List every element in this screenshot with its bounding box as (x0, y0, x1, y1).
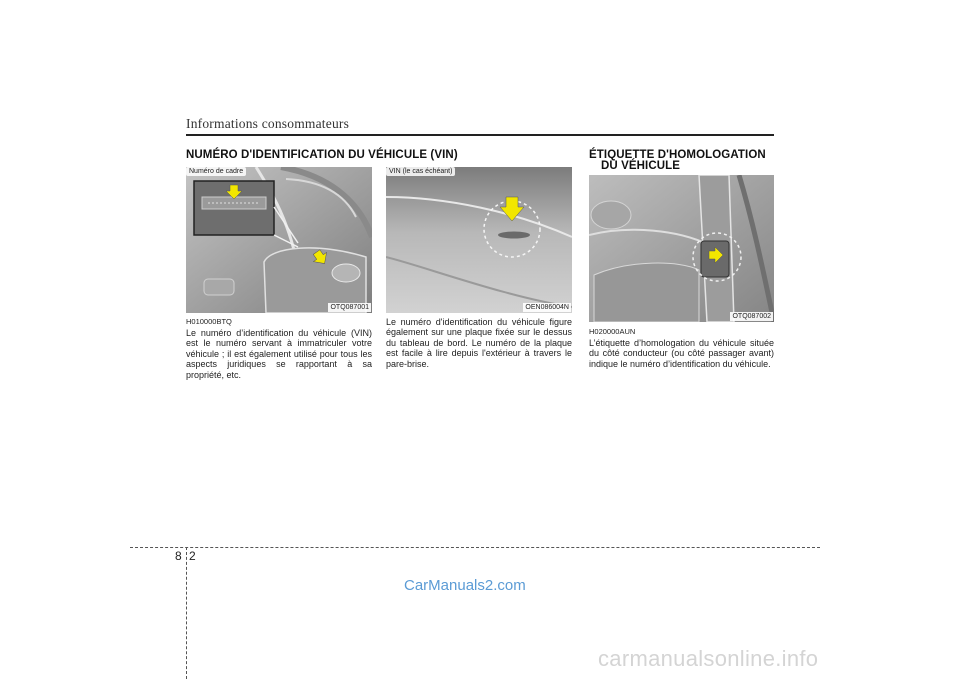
section-title-homologation (589, 150, 779, 172)
chapter-number: 8 (175, 549, 182, 563)
section-title-line: DU VÉHICULE (601, 160, 681, 172)
footer-site-link[interactable]: carmanualsonline.info (598, 646, 819, 671)
section-body-text: Le numéro d'identification du véhicule figure également sur une plaque fixée sur le dessus du tableau de bord. Le numéro de la plaque est facile à lire depuis l'extérieur à travers le pare-brise. (386, 317, 572, 369)
photo-code: OTQ087001 (330, 304, 369, 311)
door-pillar-illustration (589, 175, 774, 322)
photo-label: VIN (le cas échéant) (386, 167, 455, 176)
page-number: 2 (189, 549, 196, 563)
photo-code: OTQ087002 (732, 313, 771, 320)
watermark-link[interactable]: CarManuals2.com (404, 577, 526, 594)
car-door-illustration (186, 167, 372, 313)
reference-code: H010000BTQ (186, 317, 232, 326)
reference-code: H020000AUN (589, 327, 636, 336)
photo-code: OEN086004N (525, 304, 569, 311)
section-title-vin: NUMÉRO D'IDENTIFICATION DU VÉHICULE (VIN) (186, 149, 458, 161)
photo-vin-plate (386, 167, 572, 313)
photo-homologation-label (589, 175, 774, 322)
footer-dashed-divider (186, 547, 187, 679)
photo-label: Numéro de cadre (186, 167, 246, 176)
footer-dashed-rule (130, 547, 820, 548)
photo-frame-number (186, 167, 372, 313)
header-rule (186, 134, 774, 136)
section-body-text: Le numéro d’identification du véhicule (VIN) est le numéro servant à immatriculer votre véhicule ; il est également utilisé pour tous les aspects juridiques se rapportant à sa propriété, etc. (186, 328, 372, 380)
section-body-text: L’étiquette d’homologation du véhicule située du côté conducteur (ou côté passager avant) indique le numéro d’identification du véhicule. (589, 338, 774, 369)
page-header-title: Informations consommateurs (186, 116, 350, 131)
section-title-line: ÉTIQUETTE D'HOMOLOGATION (589, 149, 766, 161)
dashboard-illustration (386, 167, 572, 313)
